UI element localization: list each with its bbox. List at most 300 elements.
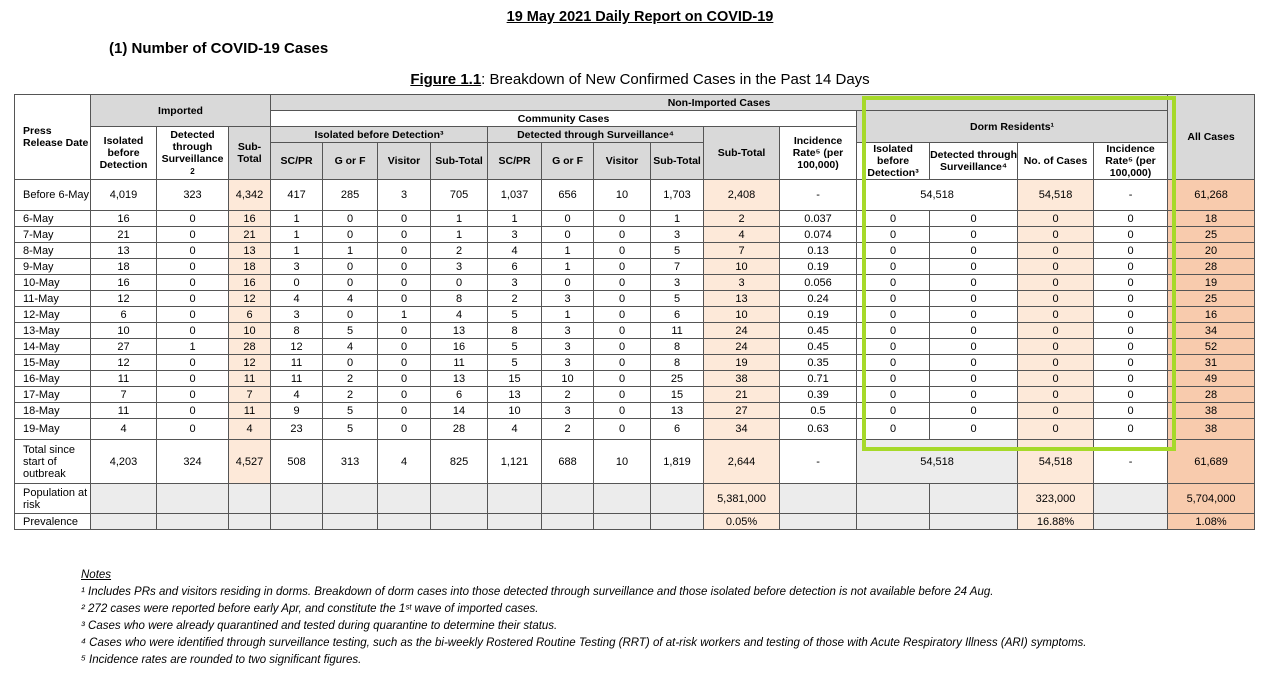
table-cell: 705 <box>431 180 488 211</box>
table-cell <box>323 484 378 514</box>
table-cell: 3 <box>271 307 323 323</box>
table-cell <box>323 514 378 530</box>
table-cell: - <box>780 440 857 484</box>
table-cell: 4 <box>323 291 378 307</box>
table-cell: 3 <box>542 339 594 355</box>
table-cell: 0 <box>378 227 431 243</box>
table-cell: 1 <box>157 339 229 355</box>
table-cell: 8 <box>431 291 488 307</box>
table-cell: 52 <box>1168 339 1255 355</box>
table-cell: 1 <box>542 307 594 323</box>
header-dorm-cases: No. of Cases <box>1018 143 1094 180</box>
table-cell: 0 <box>594 403 651 419</box>
table-cell: 1 <box>651 211 704 227</box>
row-date: 7-May <box>15 227 91 243</box>
table-cell: 0 <box>1094 211 1168 227</box>
table-cell: 3 <box>271 259 323 275</box>
table-cell: 688 <box>542 440 594 484</box>
table-cell: 0 <box>1018 259 1094 275</box>
table-cell <box>229 514 271 530</box>
figure-caption: : Breakdown of New Confirmed Cases in the Past 14 Days <box>481 71 870 88</box>
table-cell: 14 <box>431 403 488 419</box>
table-row-population <box>15 484 1255 514</box>
table-cell <box>930 514 1018 530</box>
row-date: 19-May <box>15 419 91 440</box>
table-cell: 1 <box>431 227 488 243</box>
table-cell: 3 <box>378 180 431 211</box>
table-cell: 0 <box>1018 275 1094 291</box>
table-cell: 0 <box>930 291 1018 307</box>
table-cell: 5,381,000 <box>704 484 780 514</box>
table-cell: 4 <box>271 291 323 307</box>
table-cell: 61,689 <box>1168 440 1255 484</box>
row-date: 11-May <box>15 291 91 307</box>
table-cell <box>651 484 704 514</box>
table-cell: 0 <box>157 259 229 275</box>
table-cell: 7 <box>704 243 780 259</box>
table-cell: 28 <box>1168 387 1255 403</box>
header-det-scpr: SC/PR <box>488 143 542 180</box>
table-cell: 49 <box>1168 371 1255 387</box>
header-iso-scpr: SC/PR <box>271 143 323 180</box>
table-cell: - <box>1094 180 1168 211</box>
table-cell: 0 <box>157 419 229 440</box>
table-row <box>15 339 1255 355</box>
table-cell <box>651 514 704 530</box>
table-cell: 0 <box>1094 227 1168 243</box>
table-cell: 11 <box>271 371 323 387</box>
table-cell: 0 <box>1018 355 1094 371</box>
table-row <box>15 323 1255 339</box>
table-cell: 0 <box>1018 371 1094 387</box>
table-cell: 4,342 <box>229 180 271 211</box>
table-cell: 24 <box>704 323 780 339</box>
table-cell <box>857 514 930 530</box>
table-cell: 0 <box>857 211 930 227</box>
table-cell: 16 <box>431 339 488 355</box>
header-dorm-residents: Dorm Residents¹ <box>857 111 1168 143</box>
table-cell: 19 <box>704 355 780 371</box>
table-cell: 6 <box>651 307 704 323</box>
table-cell: 1 <box>323 243 378 259</box>
table-cell: 0 <box>1018 211 1094 227</box>
table-cell: 38 <box>704 371 780 387</box>
table-cell: 10 <box>542 371 594 387</box>
table-cell: 27 <box>91 339 157 355</box>
table-cell: 54,518 <box>857 180 1018 211</box>
table-cell: 0 <box>1094 291 1168 307</box>
table-cell <box>378 514 431 530</box>
table-cell: 7 <box>651 259 704 275</box>
table-cell: - <box>780 180 857 211</box>
header-community-cases: Community Cases <box>271 111 857 127</box>
table-cell: 0 <box>1018 227 1094 243</box>
table-cell <box>229 484 271 514</box>
table-cell: 0 <box>1094 339 1168 355</box>
table-cell: 19 <box>1168 275 1255 291</box>
table-cell: 0 <box>1018 339 1094 355</box>
table-cell: 4,527 <box>229 440 271 484</box>
table-cell <box>780 514 857 530</box>
table-cell: 11 <box>91 371 157 387</box>
table-cell: 2 <box>323 387 378 403</box>
table-cell: 0.45 <box>780 323 857 339</box>
table-cell: 3 <box>542 323 594 339</box>
table-cell: 2,644 <box>704 440 780 484</box>
table-cell: 0 <box>594 227 651 243</box>
table-cell: 0 <box>323 307 378 323</box>
table-cell: 0 <box>594 419 651 440</box>
table-cell: 8 <box>488 323 542 339</box>
table-cell: 21 <box>704 387 780 403</box>
table-cell: 5 <box>488 307 542 323</box>
table-cell: 0 <box>271 275 323 291</box>
table-cell: 0 <box>157 211 229 227</box>
table-cell: 0 <box>157 227 229 243</box>
figure-number: Figure 1.1 <box>410 71 482 88</box>
header-imp-subtotal: Sub-Total <box>229 127 271 180</box>
table-cell: 0 <box>857 323 930 339</box>
table-cell: 5 <box>323 323 378 339</box>
table-cell: 1.08% <box>1168 514 1255 530</box>
table-cell: 1 <box>542 259 594 275</box>
row-date: 12-May <box>15 307 91 323</box>
table-cell: 7 <box>229 387 271 403</box>
header-det-visitor: Visitor <box>594 143 651 180</box>
table-cell: 1,037 <box>488 180 542 211</box>
table-cell <box>157 514 229 530</box>
table-row-prevalence <box>15 514 1255 530</box>
table-cell: 0 <box>930 355 1018 371</box>
table-cell: 5,704,000 <box>1168 484 1255 514</box>
table-cell: 12 <box>91 291 157 307</box>
note-2: ² 272 cases were reported before early Apr, and constitute the 1ˢᵗ wave of imported cases. <box>81 603 539 615</box>
header-det-gorf: G or F <box>542 143 594 180</box>
table-cell: 1,121 <box>488 440 542 484</box>
table-cell: 6 <box>91 307 157 323</box>
table-cell: 0.24 <box>780 291 857 307</box>
note-4: ⁴ Cases who were identified through surveillance testing, such as the bi-weekly Rostered Routine Testing (RRT) of at-risk workers and testing of those with Acute Respiratory Illness (ARI) symptoms. <box>81 637 1087 649</box>
table-cell: 6 <box>488 259 542 275</box>
table-cell: 11 <box>229 403 271 419</box>
table-cell <box>594 514 651 530</box>
table-cell <box>542 484 594 514</box>
table-cell: 0 <box>1018 387 1094 403</box>
table-cell: 2,408 <box>704 180 780 211</box>
table-cell: 0 <box>930 371 1018 387</box>
table-cell: 9 <box>271 403 323 419</box>
table-cell: 16 <box>229 211 271 227</box>
section-title: (1) Number of COVID-19 Cases <box>109 40 329 57</box>
table-cell: 0 <box>157 371 229 387</box>
table-cell: 0.13 <box>780 243 857 259</box>
table-cell: 11 <box>431 355 488 371</box>
table-cell: 18 <box>1168 211 1255 227</box>
table-cell: 10 <box>488 403 542 419</box>
row-date: 13-May <box>15 323 91 339</box>
table-row <box>15 355 1255 371</box>
table-cell <box>91 514 157 530</box>
table-cell: 825 <box>431 440 488 484</box>
table-cell: 13 <box>488 387 542 403</box>
table-cell: 21 <box>229 227 271 243</box>
table-cell: 0 <box>1094 355 1168 371</box>
table-cell: 4 <box>488 419 542 440</box>
table-row <box>15 180 1255 211</box>
table-row <box>15 275 1255 291</box>
table-cell: 3 <box>651 227 704 243</box>
table-cell: 0 <box>857 259 930 275</box>
table-cell: 4 <box>704 227 780 243</box>
header-imp-detected-text: Detected through Surveillance <box>161 128 224 165</box>
header-imported: Imported <box>91 95 271 127</box>
header-det-subtotal: Sub-Total <box>651 143 704 180</box>
table-cell: 28 <box>431 419 488 440</box>
table-cell: 24 <box>704 339 780 355</box>
table-cell: 0 <box>930 275 1018 291</box>
table-cell: 0 <box>157 307 229 323</box>
row-date: 15-May <box>15 355 91 371</box>
table-cell: 11 <box>651 323 704 339</box>
table-cell: 0 <box>378 371 431 387</box>
table-cell: 5 <box>488 339 542 355</box>
table-cell: 0 <box>1094 307 1168 323</box>
table-cell: 0.71 <box>780 371 857 387</box>
table-cell: 0 <box>378 211 431 227</box>
cases-table <box>14 94 1255 530</box>
table-cell: 0 <box>157 355 229 371</box>
header-non-imported: Non-Imported Cases <box>271 95 1168 111</box>
table-cell: 1 <box>271 227 323 243</box>
table-cell: 2 <box>542 387 594 403</box>
table-cell: 0 <box>930 307 1018 323</box>
table-cell: 2 <box>704 211 780 227</box>
table-cell: 12 <box>271 339 323 355</box>
table-cell: 20 <box>1168 243 1255 259</box>
row-date: 8-May <box>15 243 91 259</box>
table-cell: 5 <box>323 403 378 419</box>
table-cell: 10 <box>91 323 157 339</box>
table-cell: 0 <box>1018 419 1094 440</box>
table-cell: - <box>1094 440 1168 484</box>
table-row <box>15 291 1255 307</box>
table-row <box>15 211 1255 227</box>
table-cell <box>1094 514 1168 530</box>
table-cell: 3 <box>651 275 704 291</box>
table-cell: 3 <box>704 275 780 291</box>
table-cell: 0 <box>542 227 594 243</box>
table-cell: 0 <box>378 259 431 275</box>
header-dorm-isolated: Isolated before Detection³ <box>857 143 930 180</box>
table-row <box>15 307 1255 323</box>
table-cell <box>780 484 857 514</box>
row-date: 18-May <box>15 403 91 419</box>
table-cell: 4 <box>488 243 542 259</box>
header-imp-detected-sup: 2 <box>190 166 195 176</box>
table-cell: 25 <box>1168 291 1255 307</box>
table-cell: 0 <box>594 259 651 275</box>
table-cell: 0 <box>323 259 378 275</box>
header-iso-subtotal: Sub-Total <box>431 143 488 180</box>
table-cell: 313 <box>323 440 378 484</box>
table-row <box>15 259 1255 275</box>
table-cell: 0 <box>857 403 930 419</box>
table-cell: 0.63 <box>780 419 857 440</box>
table-cell: 1 <box>271 243 323 259</box>
table-cell <box>431 514 488 530</box>
table-cell: 0 <box>930 227 1018 243</box>
table-cell <box>930 484 1018 514</box>
table-cell <box>488 484 542 514</box>
header-all-cases: All Cases <box>1168 95 1255 180</box>
table-cell: 0 <box>1094 323 1168 339</box>
table-cell: 6 <box>229 307 271 323</box>
table-cell: 13 <box>229 243 271 259</box>
table-cell: 1 <box>542 243 594 259</box>
table-cell: 0 <box>1018 403 1094 419</box>
table-cell: 8 <box>271 323 323 339</box>
table-cell: 16 <box>229 275 271 291</box>
prevalence-label: Prevalence <box>15 514 91 530</box>
table-cell: 0 <box>323 355 378 371</box>
table-cell: 0 <box>1094 387 1168 403</box>
table-cell: 5 <box>323 419 378 440</box>
table-cell: 0 <box>378 323 431 339</box>
table-cell: 1 <box>431 211 488 227</box>
table-cell: 0 <box>1094 259 1168 275</box>
header-iso-gorf: G or F <box>323 143 378 180</box>
table-cell: 1 <box>488 211 542 227</box>
table-cell: 5 <box>651 243 704 259</box>
table-cell: 0 <box>542 275 594 291</box>
table-cell: 2 <box>542 419 594 440</box>
table-row <box>15 387 1255 403</box>
table-cell: 3 <box>542 291 594 307</box>
table-cell: 0 <box>431 275 488 291</box>
table-cell: 11 <box>91 403 157 419</box>
table-cell: 0 <box>1018 291 1094 307</box>
table-cell: 0 <box>157 243 229 259</box>
notes <box>81 567 1087 669</box>
note-1: ¹ Includes PRs and visitors residing in dorms. Breakdown of dorm cases into those detected through surveillance and those isolated before detection is not available before 24 Aug. <box>81 586 994 598</box>
table-cell: 0 <box>1094 371 1168 387</box>
table-cell <box>157 484 229 514</box>
table-cell: 4,203 <box>91 440 157 484</box>
report-title: 19 May 2021 Daily Report on COVID-19 <box>506 9 774 25</box>
table-row <box>15 403 1255 419</box>
table-header <box>15 95 1255 180</box>
table-cell: 2 <box>488 291 542 307</box>
table-cell: 15 <box>488 371 542 387</box>
row-date: 14-May <box>15 339 91 355</box>
table-body <box>15 180 1255 440</box>
table-cell: 0 <box>323 227 378 243</box>
table-cell: 324 <box>157 440 229 484</box>
table-cell: 1,703 <box>651 180 704 211</box>
table-cell: 11 <box>271 355 323 371</box>
table-cell: 1 <box>378 307 431 323</box>
table-cell: 417 <box>271 180 323 211</box>
table-cell: 0 <box>594 307 651 323</box>
table-cell: 0 <box>857 275 930 291</box>
table-cell: 13 <box>431 323 488 339</box>
table-cell: 28 <box>229 339 271 355</box>
table-cell: 31 <box>1168 355 1255 371</box>
table-cell: 28 <box>1168 259 1255 275</box>
table-cell <box>271 484 323 514</box>
table-cell: 0.39 <box>780 387 857 403</box>
table-cell: 0 <box>857 243 930 259</box>
table-cell: 4 <box>271 387 323 403</box>
table-cell: 10 <box>229 323 271 339</box>
table-cell: 4 <box>91 419 157 440</box>
table-cell: 285 <box>323 180 378 211</box>
table-cell: 0.19 <box>780 307 857 323</box>
table-cell: 3 <box>488 275 542 291</box>
table-cell: 0 <box>378 275 431 291</box>
table-cell: 0 <box>157 275 229 291</box>
table-cell: 4 <box>378 440 431 484</box>
table-cell: 18 <box>91 259 157 275</box>
row-date: 16-May <box>15 371 91 387</box>
table-row-total <box>15 440 1255 484</box>
table-cell: 12 <box>91 355 157 371</box>
table-cell: 4,019 <box>91 180 157 211</box>
table-cell: 1 <box>271 211 323 227</box>
table-cell: 10 <box>704 259 780 275</box>
table-cell <box>91 484 157 514</box>
table-cell: 4 <box>431 307 488 323</box>
table-cell: 0 <box>323 211 378 227</box>
table-cell: 16 <box>91 275 157 291</box>
table-cell: 0 <box>930 403 1018 419</box>
table-cell: 6 <box>651 419 704 440</box>
table-cell: 38 <box>1168 419 1255 440</box>
table-cell: 16 <box>1168 307 1255 323</box>
table-cell: 54,518 <box>857 440 1018 484</box>
table-cell: 0.5 <box>780 403 857 419</box>
table-cell: 2 <box>431 243 488 259</box>
table-cell <box>271 514 323 530</box>
table-cell: 0.35 <box>780 355 857 371</box>
table-row <box>15 227 1255 243</box>
table-cell: 0 <box>542 211 594 227</box>
table-cell: 13 <box>91 243 157 259</box>
table-cell: 0 <box>930 259 1018 275</box>
table-cell: 0 <box>857 355 930 371</box>
table-cell: 0 <box>857 371 930 387</box>
table-cell: 10 <box>704 307 780 323</box>
table-cell: 13 <box>431 371 488 387</box>
table-cell: 0 <box>930 323 1018 339</box>
table-cell: 0 <box>857 227 930 243</box>
table-cell: 0 <box>857 307 930 323</box>
table-cell: 0 <box>378 243 431 259</box>
table-cell: 0 <box>857 419 930 440</box>
row-date: 6-May <box>15 211 91 227</box>
table-cell: 0 <box>1094 275 1168 291</box>
table-cell: 12 <box>229 291 271 307</box>
table-cell: 0 <box>1018 323 1094 339</box>
table-cell: 3 <box>488 227 542 243</box>
table-cell: 0 <box>1018 307 1094 323</box>
table-cell <box>378 484 431 514</box>
note-5: ⁵ Incidence rates are rounded to two significant figures. <box>81 654 362 666</box>
table-cell: 0 <box>930 243 1018 259</box>
table-cell: 7 <box>91 387 157 403</box>
table-cell: 0 <box>378 339 431 355</box>
table-cell: 0 <box>594 323 651 339</box>
